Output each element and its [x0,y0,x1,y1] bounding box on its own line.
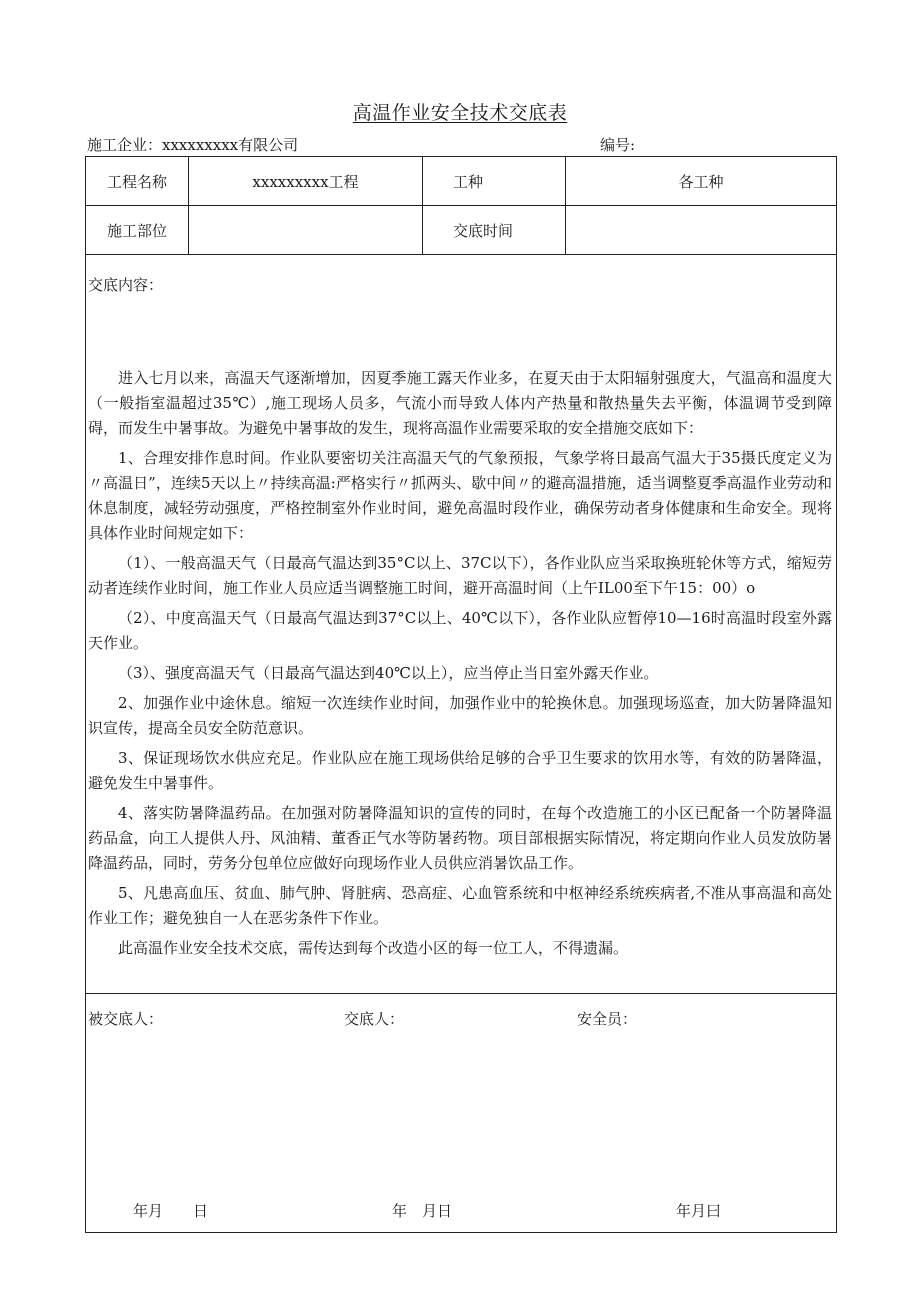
giver-date: 年 月日 [392,1202,453,1220]
number-label: 编号: [600,136,636,154]
signature-cell [86,994,837,1233]
item-3: 3、保证现场饮水供应充足。作业队应在施工现场供给足够的合乎卫生要求的饮用水等，有效的防暑降温，避免发生中暑事件。 [88,749,832,792]
item-1-3: （3）、强度高温天气（日最高气温达到40℃以上），应当停止当日室外露天作业。 [118,664,659,682]
item-1: 1、合理安排作息时间。作业队要密切关注高温天气的气象预报，气象学将日最高气温大于35摄氏度定义为〃高温日”，连续5天以上〃持续高温:严格实行〃抓两头、歇中间〃的避高温措施，适当调整夏季高温作业劳动和休息制度，减轻劳动强度，严格控制室外作业时间，避免高温时段作业，确保劳动者身体健康和生命安全。现将具体作业时间规定如下： [88,449,832,542]
safety-date: 年月曰 [676,1202,722,1220]
briefing-time-value [566,206,837,255]
table-row [86,994,837,1233]
table-row [86,206,837,255]
item-5: 5、凡患高血压、贫血、肺气肿、肾脏病、恐高症、心血管系统和中枢神经系统疾病者,不准从事高温和高处作业工作；避免独自一人在恶劣条件下作业。 [88,884,832,927]
item-2: 2、加强作业中途休息。缩短一次连续作业时间，加强作业中的轮换休息。加强现场巡查，加大防暑降温知识宣传，提高全员安全防范意识。 [88,694,832,737]
closing-paragraph: 此高温作业安全技术交底，需传达到每个改造小区的每一位工人，不得遗漏。 [118,939,629,957]
briefing-time-label: 交底时间 [423,206,566,255]
project-name-label: 工程名称 [86,157,189,206]
table-row [86,157,837,206]
company-label: 施工企业：xxxxxxxxx有限公司 [87,136,299,154]
receiver-label: 被交底人： [88,1010,164,1028]
location-value [189,206,423,255]
item-1-1: （1）、一般高温天气（日最高气温达到35°C以上、37C以下），各作业队应当采取换班轮休等方式，缩短劳动者连续作业时间，施工作业人员应适当调整施工时间，避开高温时间（上午IL00至下午15：00）o [88,554,832,597]
trade-value: 各工种 [566,157,837,206]
item-1-2: （2）、中度高温天气（日最高气温达到37°C以上、40℃以下），各作业队应暂停10—16时高温时段室外露天作业。 [88,609,832,652]
safety-officer-label: 安全员： [577,1010,638,1028]
receiver-date: 年月 日 [133,1202,209,1220]
content-cell [86,255,837,994]
item-4: 4、落实防暑降温药品。在加强对防暑降温知识的宣传的同时，在每个改造施工的小区已配备一个防暑降温药品盒，向工人提供人丹、风油精、董香正气水等防暑药物。项目部根据实际情况，将定期向作业人员发放防暑降温药品，同时，劳务分包单位应做好向现场作业人员供应消暑饮品工作。 [88,804,832,872]
content-label: 交底内容： [88,276,164,294]
briefing-table [85,156,837,1233]
giver-label: 交底人： [344,1010,405,1028]
location-label: 施工部位 [86,206,189,255]
trade-label: 工种 [423,157,566,206]
project-name-value: xxxxxxxxx工程 [189,157,423,206]
table-row [86,255,837,994]
intro-paragraph: 进入七月以来，高温天气逐渐增加，因夏季施工露天作业多，在夏天由于太阳辐射强度大，气温高和温度大（一般指室温超过35℃）,施工现场人员多，气流小而导致人体内产热量和散热量失去平衡，体温调节受到障碍，而发生中暑事故。为避免中暑事故的发生，现将高温作业需要采取的安全措施交底如下： [88,369,832,437]
document-title: 高温作业安全技术交底表 [352,102,568,124]
